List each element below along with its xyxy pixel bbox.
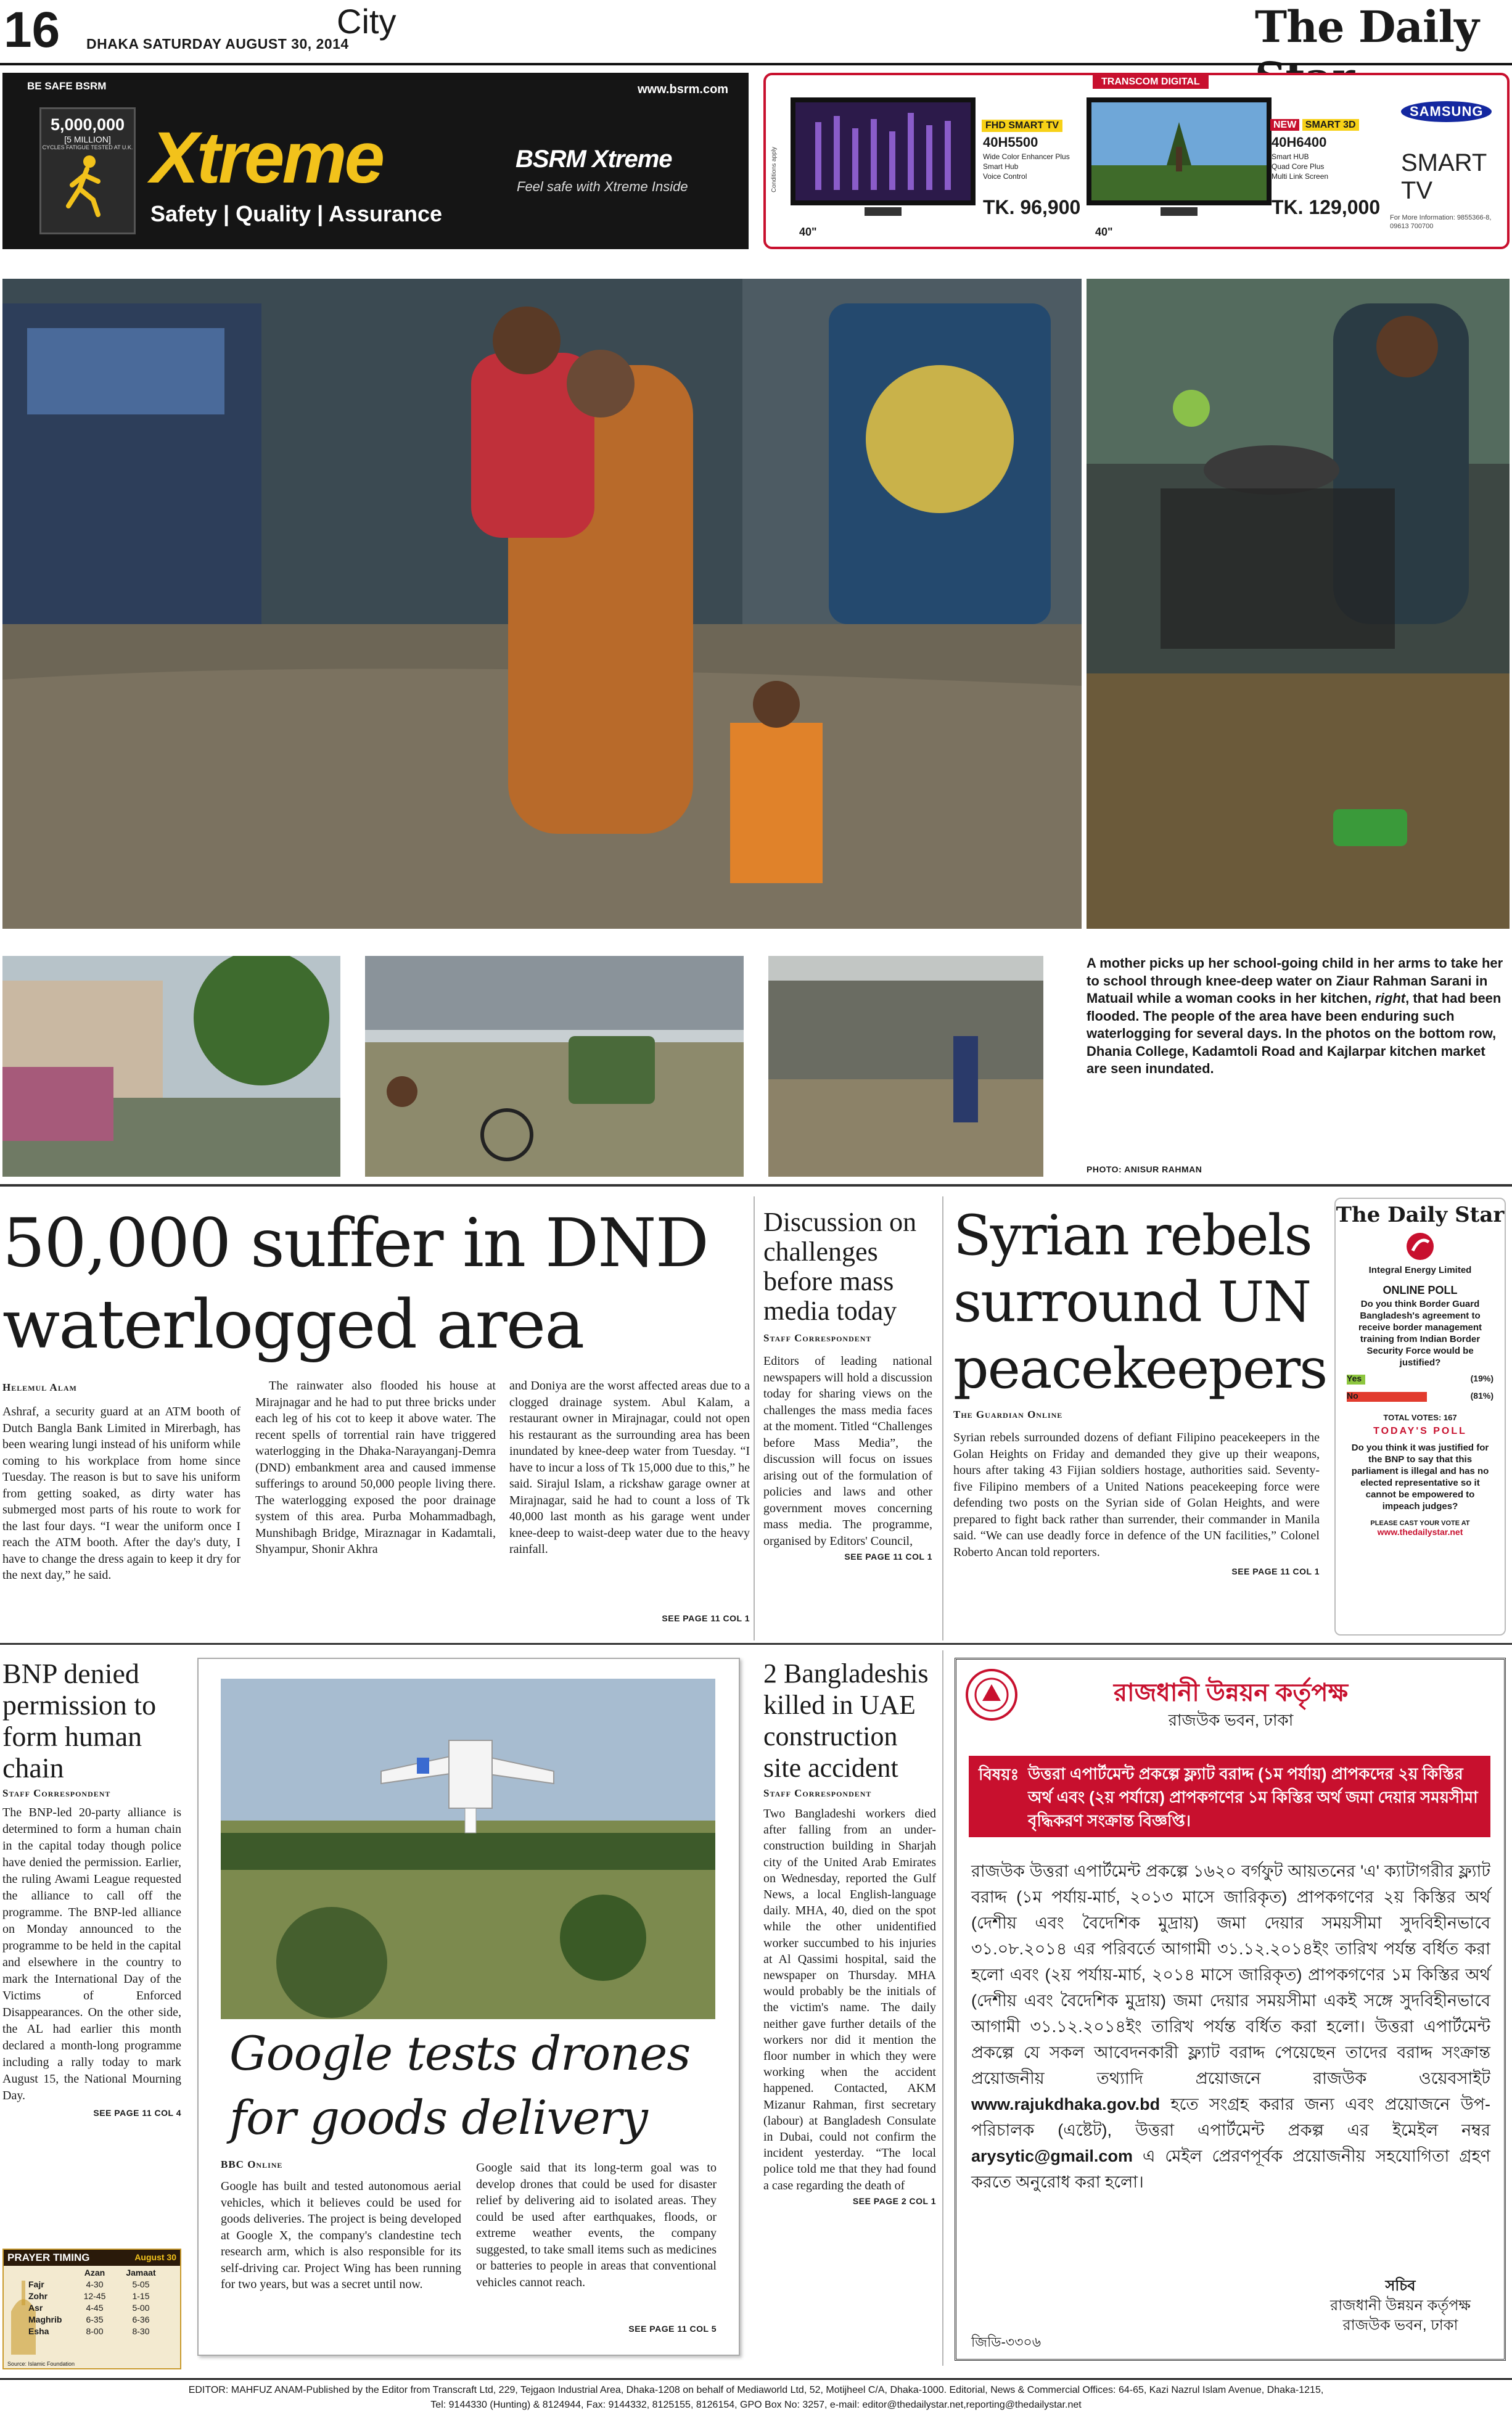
bsrm-count-sub: [5 MILLION] xyxy=(64,134,111,144)
rajuk-notice[interactable] xyxy=(955,1658,1506,2361)
discussion-text xyxy=(763,1353,932,1549)
photo-kajlarpar-market xyxy=(768,956,1043,1177)
rajuk-body-4: এ মেইল প্রেরণপূর্বক প্রয়োজনীয় সহযোগিতা গ্রহণ করতে অনুরোধ করা হলো। xyxy=(971,2147,1490,2191)
rajuk-body xyxy=(971,1858,1490,2195)
prayer-rows xyxy=(28,2279,176,2337)
feature: Multi Link Screen xyxy=(1272,172,1329,181)
mid-rule xyxy=(0,1643,1512,1645)
page-header xyxy=(0,0,1512,68)
section-name: City xyxy=(337,2,396,41)
google-col-1 xyxy=(221,2178,461,2294)
paragraph: Editors of leading national newspapers will hold a discussion today for sharing views on the challenges the mass media faces at the moment. Titled “Challenges before Mass Media”, the discussion will focus on issues arising out of the formulation of policies and laws and other government moves concerning mass media. The programme, organised by Editors' Council, xyxy=(763,1354,932,1548)
google-byline: BBC Online xyxy=(221,2159,283,2170)
bsrm-corner-brand: BE SAFE BSRM xyxy=(27,80,107,92)
feature: Smart HUB xyxy=(1272,152,1309,161)
col-rule xyxy=(942,1196,943,1640)
poll-cta: PLEASE CAST YOUR VOTE AT xyxy=(1370,1520,1470,1527)
prayer-row xyxy=(28,2302,176,2314)
paragraph: Google said that its long-term goal was to develop drones that could be used for disaster relief by delivering aid to isolated areas. They could be used after earthquakes, floods, or extreme weather events, the company suggested, to take small items such as medicines or batteries to people in areas that conventional vehicles cannot reach. xyxy=(476,2161,717,2289)
dnd-jump[interactable]: SEE PAGE 11 COL 1 xyxy=(662,1613,750,1623)
paragraph: Ashraf, a security guard at an ATM booth of Dutch Bangla Bank Limited in Mirerbagh, has been wearing lungi instead of his uniform while coming to his workplace from home since Tuesday. The reason is but to save his uniform from getting soaked, as dirty water has submerged most parts of his route to work for the last four days. “I wear the uniform once I reach the ATM booth. After the day's duty, I have to change the dress again to keep it dry for the next day,” he said. xyxy=(2,1405,240,1582)
tv-right-features xyxy=(1272,152,1328,181)
azan-time: 8-00 xyxy=(86,2326,104,2336)
poll-no-pct: (81%) xyxy=(1470,1391,1494,1401)
poll-masthead: The Daily Star xyxy=(1336,1203,1505,1227)
footer-imprint xyxy=(0,2383,1512,2413)
caption-text-a: A mother picks up her school-going child in her arms to take her to school through knee-deep water on Ziaur Rahman Sarani in Matuail while a woman cooks in her kitchen, xyxy=(1087,955,1503,1006)
tv-left-size: 40" xyxy=(799,226,817,238)
bsrm-count-note: CYCLES FATIGUE TESTED AT U.K. xyxy=(42,144,133,150)
poll-yes-pct: (19%) xyxy=(1470,1373,1494,1383)
prayer-name: Fajr xyxy=(28,2279,44,2289)
bsrm-product xyxy=(516,146,725,175)
uae-byline: Staff Correspondent xyxy=(763,1787,872,1799)
photo-kadamtoli-road xyxy=(365,956,744,1177)
tv-left-price: TK. 96,900 xyxy=(983,196,1081,218)
conditions-note: Conditions apply xyxy=(771,147,778,192)
poll-yes-row[interactable] xyxy=(1347,1373,1494,1387)
bnp-text xyxy=(2,1805,181,2104)
samsung-dealer: TRANSCOM DIGITAL xyxy=(1093,75,1209,89)
azan-time: 6-35 xyxy=(86,2315,104,2324)
poll-sponsor: Integral Energy Limited xyxy=(1368,1265,1472,1275)
samsung-info: For More Information: 9855366-8, 09613 700700 xyxy=(1390,214,1492,230)
bsrm-count-box xyxy=(39,107,136,234)
paragraph: Two Bangladeshi workers died after falling from an under-construction building in Sharjah city of the United Arab Emirates on Wednesday, reported the Gulf News, a local English-language daily. MHA, 40, died on the spot while the other unidentified worker succumbed to his injuries at Al Qassimi hospital, said the newspaper on Thursday. MHA would probably be the initials of the victim's name. The daily neither gave further details of the workers nor did it mention the floor number in which they were working when the accident happened. Contacted, AKM Mizanur Rahman, first secretary (labour) at Bangladesh Consulate in Dubai, could not confirm the incident yesterday. “The local police told me that they had found a case regarding the death of xyxy=(763,1807,936,2192)
bnp-byline: Staff Correspondent xyxy=(2,1787,111,1799)
photo-dhania-college xyxy=(2,956,340,1177)
bsrm-tagline: Safety | Quality | Assurance xyxy=(150,201,442,226)
energy-logo-icon xyxy=(1402,1231,1439,1262)
masthead-logo: The Daily xyxy=(1255,1,1479,52)
jamaat-time: 1-15 xyxy=(132,2291,150,2301)
syria-text xyxy=(953,1430,1320,1560)
bsrm-brand: Xtreme xyxy=(150,117,383,199)
signer-title: সচিব xyxy=(1385,2278,1416,2294)
prayer-title-bar xyxy=(4,2250,180,2266)
paragraph: Google has built and tested autonomous aerial vehicles, which it believes could be used for goods deliveries. The project is being developed at Google X, the company's clandestine tech research arm, which is also responsible for its self-driving car. Project Wing has been running for two years, but was a secret until now. xyxy=(221,2179,461,2291)
rajuk-body-1: রাজউক উত্তরা এপার্টমেন্ট প্রকল্পে ১৬২০ বর্গফুট আয়তনের 'এ' ক্যাটাগরীর ফ্ল্যাট বরাদ্দ (১ম পর্যায়-মার্চ, ২০১৩ মাসে জারিকৃত) প্রাপকগণের ২য় কিস্তির অর্থ (দেশীয় এবং বৈদেশিক মুদ্রায়) জমা দেয়ার সময়সীমা সুদবিহীনভাবে ৩১.০৮.২০১৪ এর পরিবর্তে আগামী ৩১.১২.২০১৪ইং তারিখ পর্যন্ত বর্ধিত করা হলো এবং (২য় পর্যায়-মার্চ, ২০১৪ মাসে জারিকৃত) প্রাপকগণের ১ম কিস্তির অর্থ (দেশীয় এবং বৈদেশিক মুদ্রায়) জমা দেয়ার সময়সীমা একই সঙ্গে সুদবিহীনভাবে আগামী ৩১.১২.২০১৪ইং তারিখ পর্যন্ত বর্ধিত করা হলো। xyxy=(971,1862,1490,2036)
jamaat-time: 5-00 xyxy=(132,2303,150,2313)
dateline: DHAKA SATURDAY AUGUST 30, 2014 xyxy=(86,36,349,52)
bnp-headline: BNP denied permission to form human chain xyxy=(2,1658,157,1784)
credit-name: ANISUR RAHMAN xyxy=(1124,1164,1202,1174)
dnd-headline: 50,000 suffer in DND waterlogged area xyxy=(2,1204,708,1364)
signer-address: রাজউক ভবন, ঢাকা xyxy=(1342,2317,1458,2334)
jamaat-time: 5-05 xyxy=(132,2279,150,2289)
rajuk-body-2: উত্তরা এপার্টমেন্ট প্রকল্পে যে সকল আবেদনকারী ফ্ল্যাট বরাদ্দ পেয়েছেন তাদের বরাদ্দ সংক্রান্ত প্রয়োজনীয় তথ্যাদি প্রয়োজনে রাজউক ওয়েবসাইট xyxy=(971,2017,1490,2088)
discussion-jump[interactable]: SEE PAGE 11 COL 1 xyxy=(844,1552,932,1562)
rajuk-title: রাজধানী উন্নয়ন কর্তৃপক্ষ xyxy=(1114,1679,1348,1706)
credit-label: PHOTO: xyxy=(1087,1164,1122,1174)
rajuk-body-3: হতে সংগ্রহ করার জন্য এবং প্রয়োজনে উপ-পরিচালক (এষ্টেট), উত্তরা এপার্টমেন্ট প্রকল্প এর ইমেইল নম্বর xyxy=(971,2095,1490,2139)
feature: Quad Core Plus xyxy=(1272,162,1325,171)
bsrm-count: 5,000,000 xyxy=(50,115,125,134)
runner-icon xyxy=(41,150,134,218)
poll-today-question: Do you think it was justified for the BNP to say that this parliament is illegal and has no elected representative so it cannot be empowered to impeach judges? xyxy=(1351,1443,1489,1512)
prayer-source: Source: Islamic Foundation xyxy=(7,2361,75,2367)
dnd-col-3 xyxy=(509,1378,750,1559)
tv-right-badge xyxy=(1270,120,1359,131)
footer-line-2: Tel: 9144330 (Hunting) & 8124944, Fax: 9144332, 8125155, 8126154, GPO Box No: 3257, e-mail: editor@thedailystar.net,reporting@thedailystar.net xyxy=(430,2400,1082,2410)
bsrm-product-name: BSRM Xtreme xyxy=(516,146,672,173)
paragraph: The rainwater also flooded his house at Mirajnagar and he had to put three bricks under each leg of his cot to keep it above water. The recent spells of torrential rain have triggered waterlogging in the Dhaka-Narayanganj-Demra (DND) embankment area and caused immense sufferings to around 50,000 people living there. The waterlogging exposed the poor drainage system of this area. Purba Mohammadbagh, Munshibagh Bridge, Miraznagar in Kadamtali, Shyampur, Shonir Akhra xyxy=(255,1379,496,1556)
bnp-jump[interactable]: SEE PAGE 11 COL 4 xyxy=(93,2108,181,2118)
tv-left-features xyxy=(983,152,1070,181)
story-dnd[interactable] xyxy=(2,1203,750,1634)
dnd-col-1 xyxy=(2,1404,240,1585)
azan-header: Azan xyxy=(84,2268,105,2278)
story-syria[interactable] xyxy=(953,1203,1327,1634)
col-rule xyxy=(942,1650,943,2366)
rajuk-ref: জিডি-৩৩০৬ xyxy=(971,2334,1042,2350)
prayer-row xyxy=(28,2290,176,2302)
rajuk-email[interactable]: arysytic@gmail.com xyxy=(971,2147,1133,2165)
azan-time: 12-45 xyxy=(83,2291,106,2301)
prayer-name: Maghrib xyxy=(28,2315,62,2324)
tv-left xyxy=(791,97,976,221)
photo-caption xyxy=(1087,955,1506,1078)
header-rule xyxy=(0,63,1512,65)
discussion-byline: Staff Correspondent xyxy=(763,1332,872,1344)
feature: Smart Hub xyxy=(983,162,1019,171)
uae-headline: 2 Bangladeshis killed in UAE construction site accident xyxy=(763,1658,929,1783)
story-discussion[interactable] xyxy=(763,1208,932,1639)
jamaat-time: 8-30 xyxy=(132,2326,150,2336)
syria-headline: Syrian rebels surround UN peacekeepers xyxy=(953,1203,1327,1401)
jamaat-header: Jamaat xyxy=(126,2268,156,2278)
photo-google-drone xyxy=(221,1679,715,2019)
tv-right-price: TK. 129,000 xyxy=(1272,196,1381,218)
rajuk-website[interactable]: www.rajukdhaka.gov.bd xyxy=(971,2095,1161,2113)
google-headline-line-2: for goods delivery xyxy=(229,2090,647,2145)
ad-samsung[interactable] xyxy=(763,73,1510,249)
prayer-date: August 30 xyxy=(134,2252,176,2262)
jamaat-time: 6-36 xyxy=(132,2315,150,2324)
poll-no-row[interactable] xyxy=(1347,1391,1494,1404)
footer-line-1: EDITOR: MAHFUZ ANAM-Published by the Editor from Transcraft Ltd, 229, Tejgaon Industrial Area, Dhaka-1208 on behalf of Mediaworld Ltd, 52, Motijheel C/A, Dhaka-1000. Editorial, News & Commercial Offices: 64-65, Kazi Nazrul Islam Avenue, Dhaka-1215, xyxy=(188,2385,1324,2395)
google-headline-line-1: Google tests drones xyxy=(229,2026,691,2081)
prayer-header-row xyxy=(28,2267,176,2279)
prayer-name: Zohr xyxy=(28,2291,48,2301)
prayer-row xyxy=(28,2279,176,2290)
paragraph: Syrian rebels surrounded dozens of defiant Filipino peacekeepers in the Golan Heights on Friday and demanded they give up their weapons, hours after taking 43 Fijian soldiers hostage, authorities said. Seventy-five Filipino members of a United Nations peacekeeping force were defending two posts on the Syrian side of Golan Heights, and were prepared to fight back rather than surrender, their commander in Manila said. “We can use deadly force in defence of the UN facilities,” Colonel Roberto Ancan told reporters. xyxy=(953,1431,1320,1559)
google-jump[interactable]: SEE PAGE 11 COL 5 xyxy=(628,2324,717,2334)
azan-time: 4-45 xyxy=(86,2303,104,2313)
poll-today: TODAY'S POLL xyxy=(1373,1426,1467,1436)
smart-3d-badge: SMART 3D xyxy=(1302,119,1359,131)
tv-right-model: 40H6400 xyxy=(1272,134,1327,150)
ad-bsrm[interactable] xyxy=(2,73,749,249)
paragraph: The BNP-led 20-party alliance is determined to form a human chain in the capital today though police have denied the permission. Earlier, the ruling Awami League requested the alliance to call off the programme. The BNP-led alliance on Monday announced to the programme to be held in the capital and elsewhere in the country to mark the International Day of the Victims of Enforced Disappearances. On the other side, the AL had earlier this month declared a month-long programme including a rally today to mark August 15, the National Mourning Day. xyxy=(2,1806,181,2102)
dnd-byline: Helemul Alam xyxy=(2,1381,77,1393)
signer-org: রাজধানী উন্নয়ন কর্তৃপক্ষ xyxy=(1330,2297,1471,2314)
story-bnp[interactable] xyxy=(2,1658,181,2262)
footer-rule xyxy=(0,2378,1512,2380)
prayer-row xyxy=(28,2314,176,2326)
rajuk-signature xyxy=(1302,2276,1499,2336)
story-uae[interactable] xyxy=(763,1658,936,2361)
new-badge: NEW xyxy=(1270,119,1299,131)
tv-left-badge: FHD SMART TV xyxy=(982,120,1062,132)
syria-byline: The Guardian Online xyxy=(953,1409,1063,1420)
photo-kitchen xyxy=(1087,279,1510,929)
prayer-name: Asr xyxy=(28,2303,43,2313)
prayer-row xyxy=(28,2326,176,2337)
poll-title: ONLINE POLL xyxy=(1383,1284,1458,1296)
azan-time: 4-30 xyxy=(86,2279,104,2289)
feature: Wide Color Enhancer Plus xyxy=(983,152,1070,161)
caption-text-b: , that had been flooded. The people of the area have been enduring such waterlogging for several days. In the photos on the bottom row, Dhania College, Kadamtoli Road and Kajlarpar kitchen market are seen inundated. xyxy=(1087,990,1502,1076)
poll-question: Do you think Border Guard Bangladesh's agreement to receive border management training from Indian Border Security Force would be justified? xyxy=(1358,1299,1482,1368)
uae-jump[interactable]: SEE PAGE 2 COL 1 xyxy=(852,2196,936,2206)
prayer-title: PRAYER TIMING xyxy=(7,2252,90,2263)
bsrm-slogan: Feel safe with Xtreme Inside xyxy=(517,179,688,194)
feature: Voice Control xyxy=(983,172,1027,181)
rajuk-subject-box xyxy=(969,1756,1490,1837)
poll-total: TOTAL VOTES: 167 xyxy=(1383,1413,1457,1422)
dnd-col-2 xyxy=(255,1378,496,1559)
tv-right-icon xyxy=(1087,97,1272,221)
online-poll[interactable] xyxy=(1334,1198,1506,1636)
prayer-timing xyxy=(2,2249,181,2369)
google-headline xyxy=(229,2022,723,2150)
poll-url[interactable]: www.thedailystar.net xyxy=(1377,1527,1463,1537)
samsung-logo: SAMSUNG xyxy=(1401,101,1492,122)
photo-section-rule xyxy=(0,1184,1512,1187)
col-rule xyxy=(754,1196,755,1640)
rajuk-subject-label: বিষয়ঃ xyxy=(979,1765,1019,1784)
caption-text-em: right xyxy=(1375,990,1406,1006)
photo-mother-child xyxy=(2,279,1082,929)
discussion-headline: Discussion on challenges before mass media today xyxy=(763,1207,917,1326)
rajuk-address: রাজউক ভবন, ঢাকা xyxy=(1168,1711,1294,1729)
poll-yes-label: Yes xyxy=(1347,1373,1362,1383)
tv-left-model: 40H5500 xyxy=(983,134,1038,150)
story-google[interactable] xyxy=(197,1658,740,2356)
poll-no-label: No xyxy=(1347,1391,1358,1401)
prayer-table xyxy=(28,2267,176,2337)
poll-no-bar xyxy=(1347,1392,1427,1402)
tv-left-icon xyxy=(791,97,976,221)
page-number: 16 xyxy=(4,2,60,58)
tv-right-size: 40" xyxy=(1095,226,1113,238)
smart-tv-label: SMART TV xyxy=(1401,149,1487,204)
bsrm-url: www.bsrm.com xyxy=(638,83,729,96)
rajuk-subject: উত্তরা এপার্টমেন্ট প্রকল্পে ফ্ল্যাট বরাদ্দ (১ম পর্যায়) প্রাপকদের ২য় কিস্তির অর্থ এবং (২য় পর্যায়ে) প্রাপকগণের ১ম কিস্তির অর্থ জমা দেয়ার সময়সীমা বৃদ্ধিকরণ সংক্রান্ত বিজ্ঞপ্তি। xyxy=(1028,1764,1478,1830)
uae-text xyxy=(763,1806,936,2194)
prayer-name: Esha xyxy=(28,2326,49,2336)
google-col-2 xyxy=(476,2160,717,2292)
tv-right xyxy=(1087,97,1272,221)
photo-credit xyxy=(1087,1164,1202,1174)
syria-jump[interactable]: SEE PAGE 11 COL 1 xyxy=(1231,1566,1320,1576)
paragraph: and Doniya are the worst affected areas due to a clogged drainage system. Abul Kalam, a restaurant owner in Mirajnagar, could not open his restaurant as the surrounding area has been inundated by knee-deep water from Tuesday. “I have to incur a loss of Tk 15,000 due to this,” he said. Sirajul Islam, a rickshaw garage owner at Mirajnagar, said he had to count a loss of Tk 40,000 last month as his garage went under knee-deep to waist-deep water due to the heavy rainfall. xyxy=(509,1379,750,1556)
